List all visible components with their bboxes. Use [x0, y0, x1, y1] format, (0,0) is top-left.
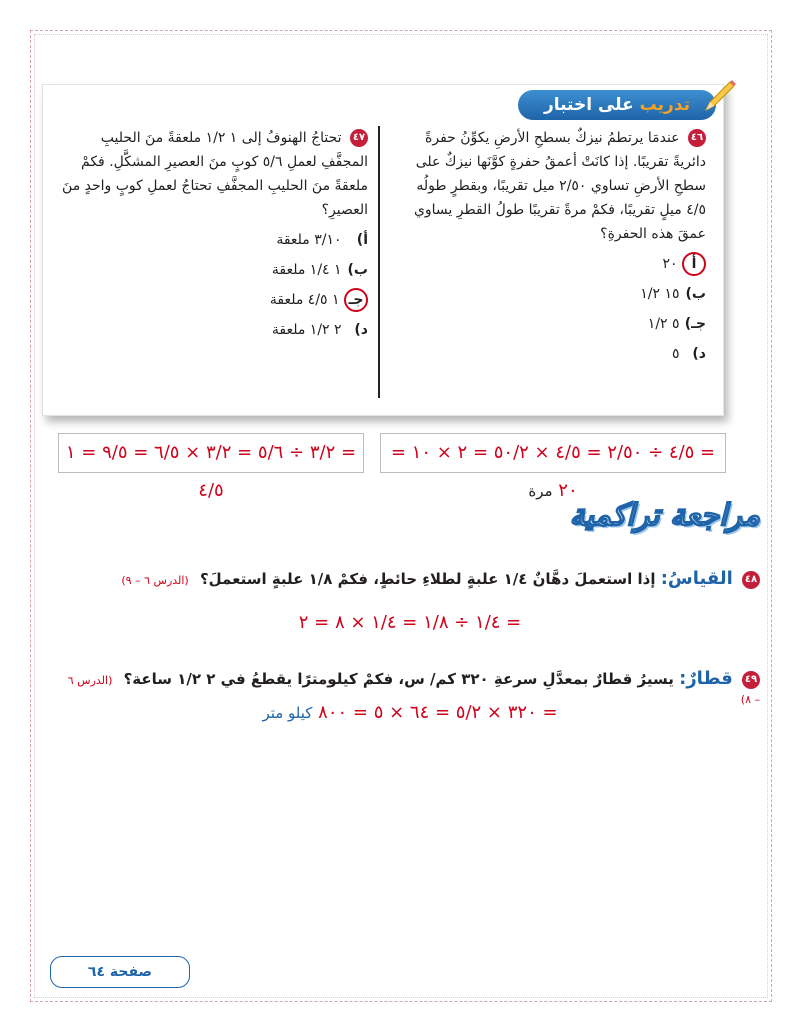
lesson-reference: (الدرس ٦ – ٨) — [67, 674, 760, 706]
column-divider — [378, 126, 380, 398]
answer-expression: = ٣٢٠ × ٥/٢ = ٦٤ × ٥ = ٨٠٠ — [318, 702, 558, 723]
selected-option-circle: أ — [682, 252, 706, 276]
question-48 — [60, 568, 760, 589]
practice-banner — [518, 90, 716, 120]
option-value: ١ ٤/٥ ملعقة — [269, 292, 340, 308]
answer-unit: كيلو متر — [262, 704, 313, 722]
question-text: عندمَا يرتطمُ نيزكٌ بسطحِ الأرضِ يكوِّنُ حفرةً دائريةً تقريبًا. إذا كانَتْ أعمقُ حفرةٍ كوَّنَها نيزكٌ على سطحِ الأرضِ تساوي ٢/٥٠ ميل تقريبًا، وبقطرٍ طولُه ٤/٥ ميلٍ تقريبًا، فكمْ مرةً تقريبًا طولُ القطرِ يساوي عمقَ هذه الحفرةِ؟ — [413, 130, 706, 242]
pencil-icon — [700, 76, 738, 116]
page-number-label: صفحة ٦٤ — [50, 956, 190, 988]
option-letter: ب) — [685, 286, 706, 302]
option-letter: د) — [692, 346, 706, 362]
option-d[interactable] — [400, 342, 706, 366]
option-a[interactable] — [400, 252, 706, 276]
question-text: تحتاجُ الهنوفُ إلى ١ ١/٢ ملعقةً منَ الحليبِ المجفَّفِ لعملِ ٥/٦ كوبٍ منَ العصيرِ المشكَّلِ. فكمْ ملعقةً منَ الحليبِ المجفَّفِ تحتاجُ لعملِ كوبٍ واحدٍ منَ العصيرِ؟ — [62, 130, 368, 218]
banner-word-test: على اختبار — [543, 95, 634, 115]
option-letter: أ) — [356, 232, 368, 248]
question-text: إذا استعملَ دهَّانٌ ١/٤ علبةٍ لطلاءِ حائطٍ، فكمْ ١/٨ علبةٍ استعملَ؟ — [199, 570, 656, 588]
question-tag: القياسُ: — [660, 568, 733, 589]
answer-work-47 — [58, 433, 364, 501]
question-number: ٤٨ — [742, 571, 760, 589]
review-title: مراجعة تراكمية — [569, 498, 760, 533]
question-47 — [52, 126, 368, 342]
answer-work-46 — [380, 433, 726, 501]
question-tag: قطارٌ: — [679, 668, 733, 689]
option-letter: جـ) — [684, 316, 706, 332]
answer-expression: = ٣/٢ ÷ ٥/٦ = ٣/٢ × ٦/٥ = ٩/٥ = ١ ٤/٥ — [65, 442, 357, 501]
option-value: ٥ ١/٢ — [647, 316, 680, 332]
answer-49 — [60, 702, 760, 723]
question-number: ٤٧ — [350, 129, 368, 147]
question-number: ٤٦ — [688, 129, 706, 147]
question-46 — [400, 126, 706, 366]
option-d[interactable] — [52, 318, 368, 342]
question-text: يسيرُ قطارٌ بمعدَّلِ سرعةِ ٣٢٠ كم/ س، فكمْ كيلومترًا يقطعُ في ٢ ١/٢ ساعة؟ — [123, 670, 674, 688]
option-value: ١٥ ١/٢ — [640, 286, 680, 302]
lesson-reference: (الدرس ٦ – ٩) — [121, 574, 189, 587]
option-b[interactable] — [400, 282, 706, 306]
option-letter: د) — [354, 322, 368, 338]
selected-option-circle: جـ — [344, 288, 368, 312]
option-letter: ب) — [347, 262, 368, 278]
option-value: ١ ١/٤ ملعقة — [271, 262, 342, 278]
answer-expression: = ٤/٥ ÷ ٢/٥٠ = ٤/٥ × ٥٠/٢ = ٢ × ١٠ = ٢٠ — [390, 442, 716, 501]
option-b[interactable] — [52, 258, 368, 282]
answer-unit: مرة — [528, 482, 553, 500]
banner-word-practice: تدريب — [639, 95, 691, 115]
option-c[interactable] — [52, 288, 368, 312]
option-value: ٥ — [672, 346, 680, 362]
question-number: ٤٩ — [742, 671, 760, 689]
option-value: ٢ ١/٢ ملعقة — [271, 322, 342, 338]
option-value: ٢٠ — [662, 256, 678, 272]
option-c[interactable] — [400, 312, 706, 336]
answer-48: = ١/٤ ÷ ١/٨ = ١/٤ × ٨ = ٢ — [298, 612, 522, 633]
option-value: ٣/١٠ ملعقة — [276, 232, 342, 248]
option-a[interactable] — [52, 228, 368, 252]
